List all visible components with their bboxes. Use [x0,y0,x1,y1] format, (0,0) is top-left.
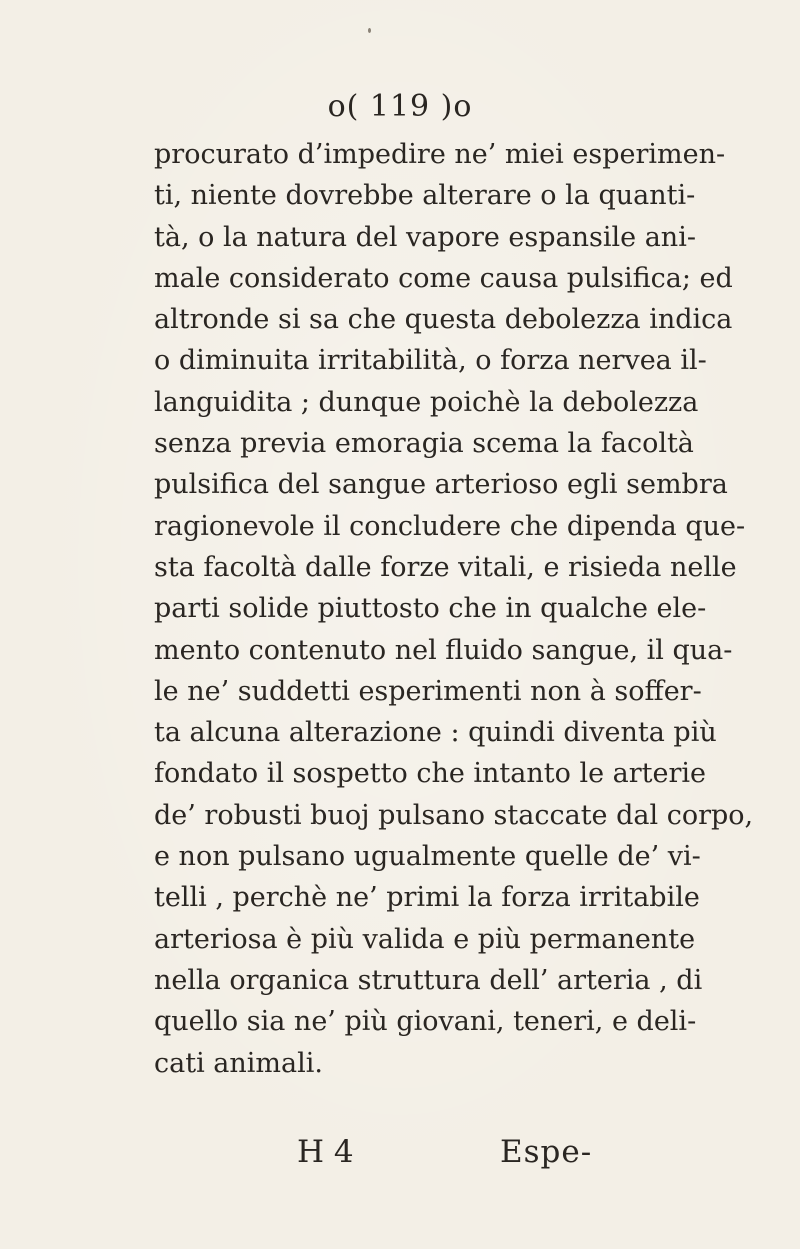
text-line: altronde si sa che questa debolezza indica [154,304,733,336]
text-line: male considerato come causa pulsifica; ed [154,262,733,294]
text-line: quello sia ne’ più giovani, teneri, e deli- [154,1006,697,1038]
text-line: fondato il sospetto che intanto le arterie [154,758,706,790]
text-line: parti solide piuttosto che in qualche ele- [154,593,707,625]
text-line: le ne’ suddetti esperimenti non à soffer- [154,675,702,707]
text-line: o diminuita irritabilità, o forza nervea il- [154,345,707,377]
text-line: nella organica struttura dell’ arteria , di [154,964,703,996]
body-text [154,134,754,1084]
signature-mark: H 4 [297,1134,354,1170]
page-footer [0,1134,800,1174]
text-line: telli , perchè ne’ primi la forza irritabile [154,882,700,914]
paper-speck [368,28,371,33]
text-line: procurato d’impedire ne’ miei esperimen- [154,139,726,170]
text-line: languidita ; dunque poichè la debolezza [154,386,699,418]
text-line: senza previa emoragia scema la facoltà [154,428,694,460]
text-line: ta alcuna alterazione : quindi diventa più [154,717,717,749]
running-head-page-number: o( 119 )o [327,89,473,124]
catchword: Espe- [500,1134,593,1170]
text-line: de’ robusti buoj pulsano staccate dal corpo, [154,799,754,831]
text-line: e non pulsano ugualmente quelle de’ vi- [154,841,701,873]
text-line: sta facoltà dalle forze vitali, e risieda nelle [154,551,737,583]
text-line: pulsifica del sangue arterioso egli sembra [154,469,728,501]
text-line-final: cati animali. [154,1047,323,1079]
text-line: arteriosa è più valida e più permanente [154,923,696,955]
text-line: mento contenuto nel fluido sangue, il qua- [154,634,733,666]
text-line: ragionevole il concludere che dipenda que- [154,510,746,542]
text-line: ti, niente dovrebbe alterare o la quanti- [154,180,696,212]
text-line: tà, o la natura del vapore espansile ani- [154,221,696,253]
